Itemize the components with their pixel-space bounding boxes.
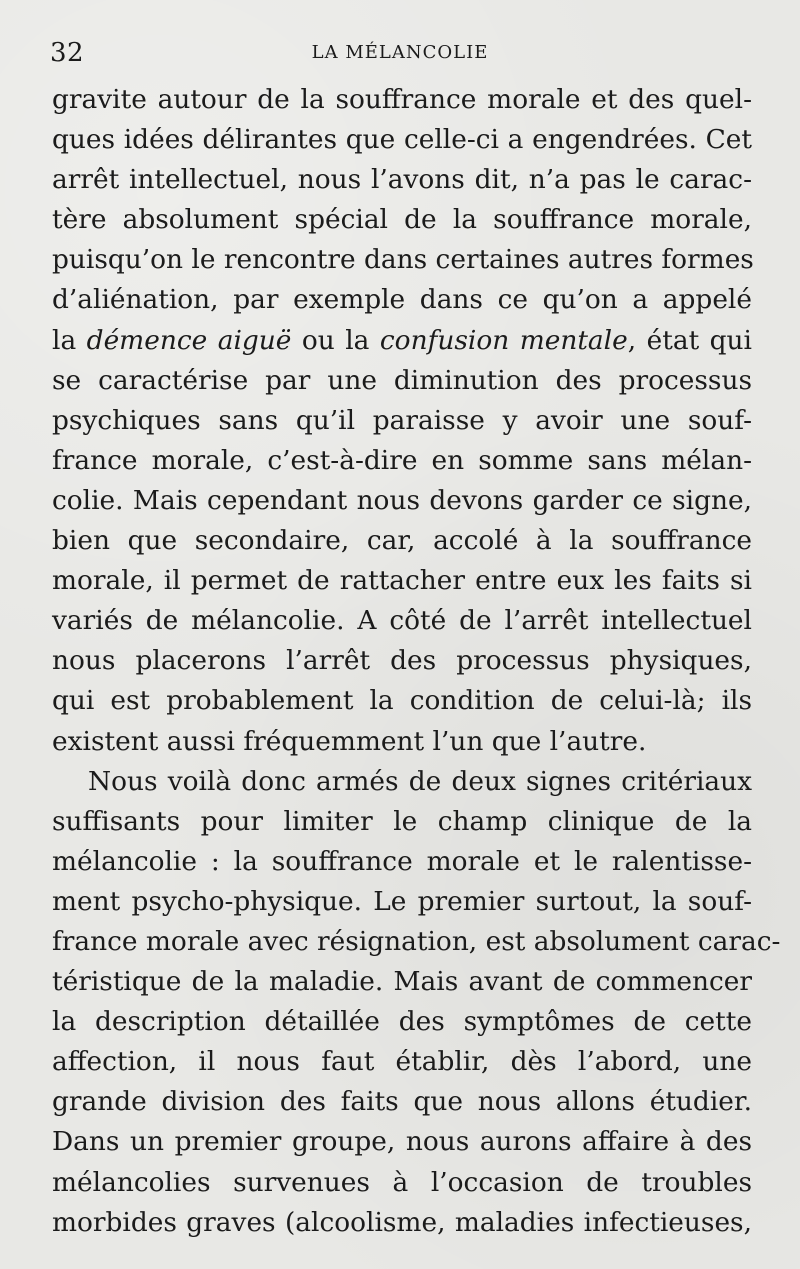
text-line: colie. Mais cependant nous devons garder ce signe, [52, 484, 752, 516]
paragraph-2 [52, 762, 781, 1243]
text-run: , état qui [627, 324, 752, 356]
text-line: grande division des faits que nous allons étudier. [52, 1086, 752, 1118]
text-line [52, 321, 752, 361]
text-line: puisqu’on le rencontre dans certaines autres formes [52, 244, 754, 276]
text-line: france morale avec résignation, est absolument carac- [52, 925, 781, 957]
italic-term: démence aiguë [86, 324, 292, 356]
text-line: arrêt intellectuel, nous l’avons dit, n’a pas le carac- [52, 164, 752, 196]
text-line: Dans un premier groupe, nous aurons affaire à des [52, 1126, 752, 1158]
text-line: tère absolument spécial de la souffrance morale, [52, 204, 752, 236]
running-title: LA MÉLANCOLIE [311, 42, 489, 63]
text-line: ques idées délirantes que celle-ci a engendrées. Cet [52, 124, 752, 156]
text-line: la description détaillée des symptômes de cette [52, 1006, 752, 1038]
text-line: psychiques sans qu’il paraisse y avoir une souf- [52, 404, 752, 436]
text-line: Nous voilà donc armés de deux signes critériaux [88, 765, 752, 797]
text-line: morale, il permet de rattacher entre eux les faits si [52, 565, 752, 597]
running-head [50, 38, 750, 68]
text-line: variés de mélancolie. A côté de l’arrêt intellectuel [52, 605, 752, 637]
text-line: nous placerons l’arrêt des processus physiques, [52, 645, 752, 677]
text-run: ou la [291, 324, 380, 356]
text-line: france morale, c’est-à-dire en somme sans mélan- [52, 444, 752, 476]
page-number: 32 [50, 38, 85, 68]
body-text [52, 80, 781, 1243]
text-line: existent aussi fréquemment l’un que l’autre. [52, 725, 647, 757]
text-line: morbides graves (alcoolisme, maladies infectieuses, [52, 1206, 752, 1238]
text-line: mélancolie : la souffrance morale et le ralentisse- [52, 845, 752, 877]
text-line: affection, il nous faut établir, dès l’abord, une [52, 1046, 752, 1078]
text-line: se caractérise par une diminution des processus [52, 364, 752, 396]
text-line: qui est probablement la condition de celui-là; ils [52, 685, 752, 717]
text-line: gravite autour de la souffrance morale et des quel- [52, 84, 752, 115]
text-line: ment psycho-physique. Le premier surtout, la souf- [52, 885, 752, 917]
italic-term: confusion mentale [379, 324, 628, 356]
text-line: mélancolies survenues à l’occasion de troubles [52, 1166, 752, 1198]
text-line: téristique de la maladie. Mais avant de commencer [52, 966, 752, 998]
text-run: la [52, 324, 87, 356]
paragraph-1 [52, 80, 752, 762]
text-line: d’aliénation, par exemple dans ce qu’on a appelé [52, 284, 752, 316]
text-line: bien que secondaire, car, accolé à la souffrance [52, 525, 752, 557]
text-line: suffisants pour limiter le champ clinique de la [52, 805, 752, 837]
